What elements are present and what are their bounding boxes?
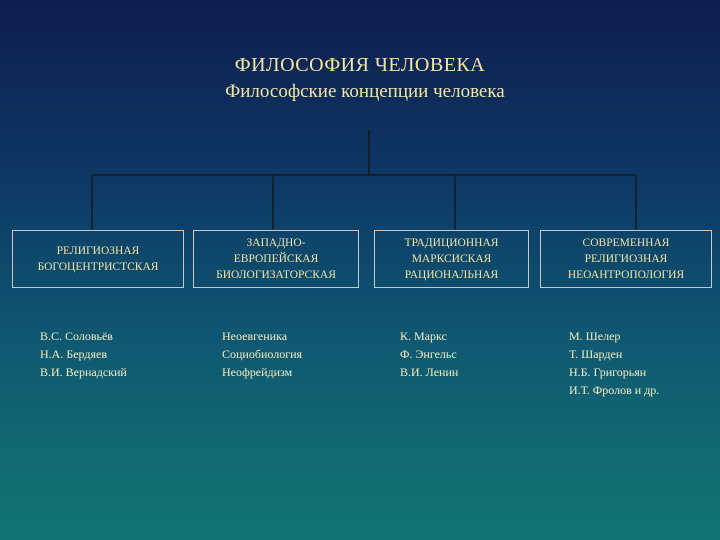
person-name: В.И. Ленин [400,365,459,379]
concept-box-modern [540,230,712,288]
names-list-marxist [400,327,458,381]
theory-name: Социобиология [222,347,303,361]
concept-line: ЗАПАДНО- [246,237,306,249]
concept-line: РАЦИОНАЛЬНАЯ [404,269,499,281]
person-name: Ф. Энгельс [400,347,457,361]
concept-line: СОВРЕМЕННАЯ [582,237,670,249]
person-name: В.С. Соловьёв [40,329,113,343]
person-name: В.И. Вернадский [40,365,127,379]
concept-box-marxist [374,230,529,288]
concept-line: МАРКСИСКАЯ [411,253,492,265]
concept-line: ЕВРОПЕЙСКАЯ [233,253,319,265]
concept-line: БИОЛОГИЗАТОРСКАЯ [216,269,336,281]
person-name: Н.А. Бердяев [40,347,108,361]
page-subtitle: Философские концепции человека [225,81,505,102]
concept-line: РЕЛИГИОЗНАЯ [584,253,668,265]
theory-name: Неофрейдизм [222,365,293,379]
names-list-modern [569,327,659,399]
person-name: И.Т. Фролов и др. [569,383,660,397]
concept-line: РЕЛИГИОЗНАЯ [56,245,140,257]
theory-name: Неоевгеника [222,329,288,343]
names-list-western [222,327,302,381]
page-title: ФИЛОСОФИЯ ЧЕЛОВЕКА [234,54,486,76]
person-name: Т. Шарден [569,347,623,361]
concept-line: БОГОЦЕНТРИСТСКАЯ [37,261,159,273]
concept-line: НЕОАНТРОПОЛОГИЯ [567,269,685,281]
names-list-religious [40,327,127,381]
concept-box-religious [12,230,184,288]
person-name: М. Шелер [569,329,621,343]
person-name: К. Маркс [400,329,447,343]
person-name: Н.Б. Григорьян [569,365,647,379]
concept-box-western [193,230,359,288]
concept-line: ТРАДИЦИОННАЯ [404,237,499,249]
